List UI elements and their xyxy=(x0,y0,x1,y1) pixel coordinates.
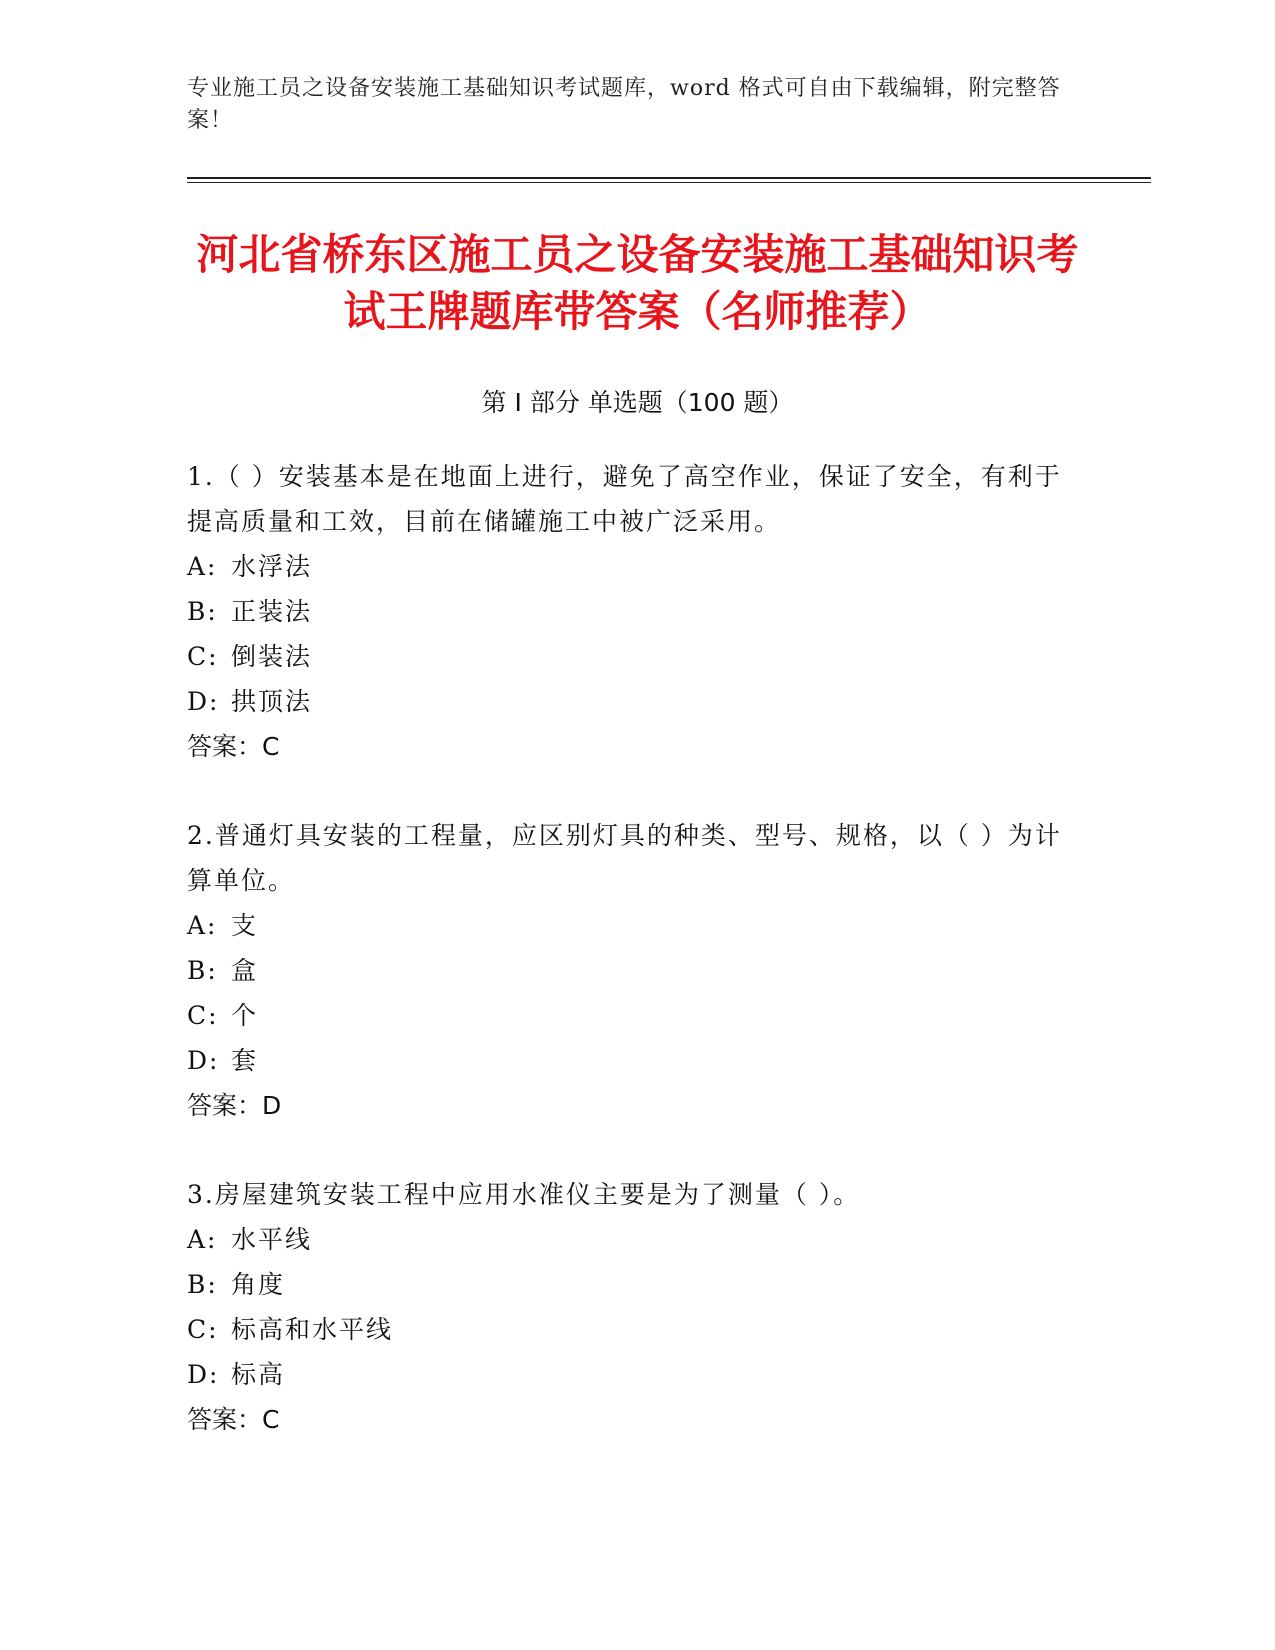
question-3 xyxy=(187,1172,1077,1442)
option-text: 角度 xyxy=(231,1270,286,1299)
option-text: 标高和水平线 xyxy=(231,1315,394,1344)
option-letter: C: xyxy=(187,1001,219,1030)
option-letter: B: xyxy=(187,956,218,985)
option-d xyxy=(187,679,1077,724)
option-b xyxy=(187,1262,1077,1307)
option-a xyxy=(187,903,1077,948)
option-b xyxy=(187,589,1077,634)
option-b xyxy=(187,948,1077,993)
document-title: 河北省桥东区施工员之设备安装施工基础知识考试王牌题库带答案（名师推荐） xyxy=(196,230,1079,336)
option-text: 水浮法 xyxy=(231,552,313,581)
header-divider-thick xyxy=(187,177,1151,179)
question-1 xyxy=(187,454,1077,769)
option-d xyxy=(187,1352,1077,1397)
option-c xyxy=(187,634,1077,679)
option-text: 支 xyxy=(231,911,259,940)
option-letter: B: xyxy=(187,1270,218,1299)
option-text: 水平线 xyxy=(231,1225,313,1254)
option-text: 拱顶法 xyxy=(231,687,313,716)
header-divider-thin xyxy=(187,182,1151,183)
answer-line: 答案：C xyxy=(187,732,280,761)
option-text: 倒装法 xyxy=(231,642,313,671)
section-heading: 第 I 部分 单选题（100 题） xyxy=(481,388,794,417)
option-letter: B: xyxy=(187,597,218,626)
question-2 xyxy=(187,813,1077,1128)
option-letter: C: xyxy=(187,642,219,671)
option-a xyxy=(187,1217,1077,1262)
question-text: 1.（ ）安装基本是在地面上进行，避免了高空作业，保证了安全，有利于提高质量和工效，目前在储罐施工中被广泛采用。 xyxy=(187,462,1062,536)
option-letter: D: xyxy=(187,687,220,716)
option-text: 个 xyxy=(231,1001,259,1030)
option-text: 套 xyxy=(231,1046,259,1075)
option-text: 正装法 xyxy=(231,597,313,626)
option-letter: A: xyxy=(187,552,218,581)
answer-line: 答案：D xyxy=(187,1091,282,1120)
option-a xyxy=(187,544,1077,589)
answer-line: 答案：C xyxy=(187,1405,280,1434)
option-text: 盒 xyxy=(231,956,259,985)
option-letter: D: xyxy=(187,1046,220,1075)
option-c xyxy=(187,993,1077,1038)
option-letter: C: xyxy=(187,1315,219,1344)
option-letter: A: xyxy=(187,1225,218,1254)
header-note: 专业施工员之设备安装施工基础知识考试题库，word 格式可自由下载编辑，附完整答案！ xyxy=(187,76,1061,133)
option-text: 标高 xyxy=(231,1360,286,1389)
question-text: 3.房屋建筑安装工程中应用水准仪主要是为了测量（ ）。 xyxy=(187,1180,861,1209)
option-letter: D: xyxy=(187,1360,220,1389)
option-letter: A: xyxy=(187,911,218,940)
question-text: 2.普通灯具安装的工程量，应区别灯具的种类、型号、规格，以（ ）为计算单位。 xyxy=(187,821,1062,895)
option-d xyxy=(187,1038,1077,1083)
option-c xyxy=(187,1307,1077,1352)
